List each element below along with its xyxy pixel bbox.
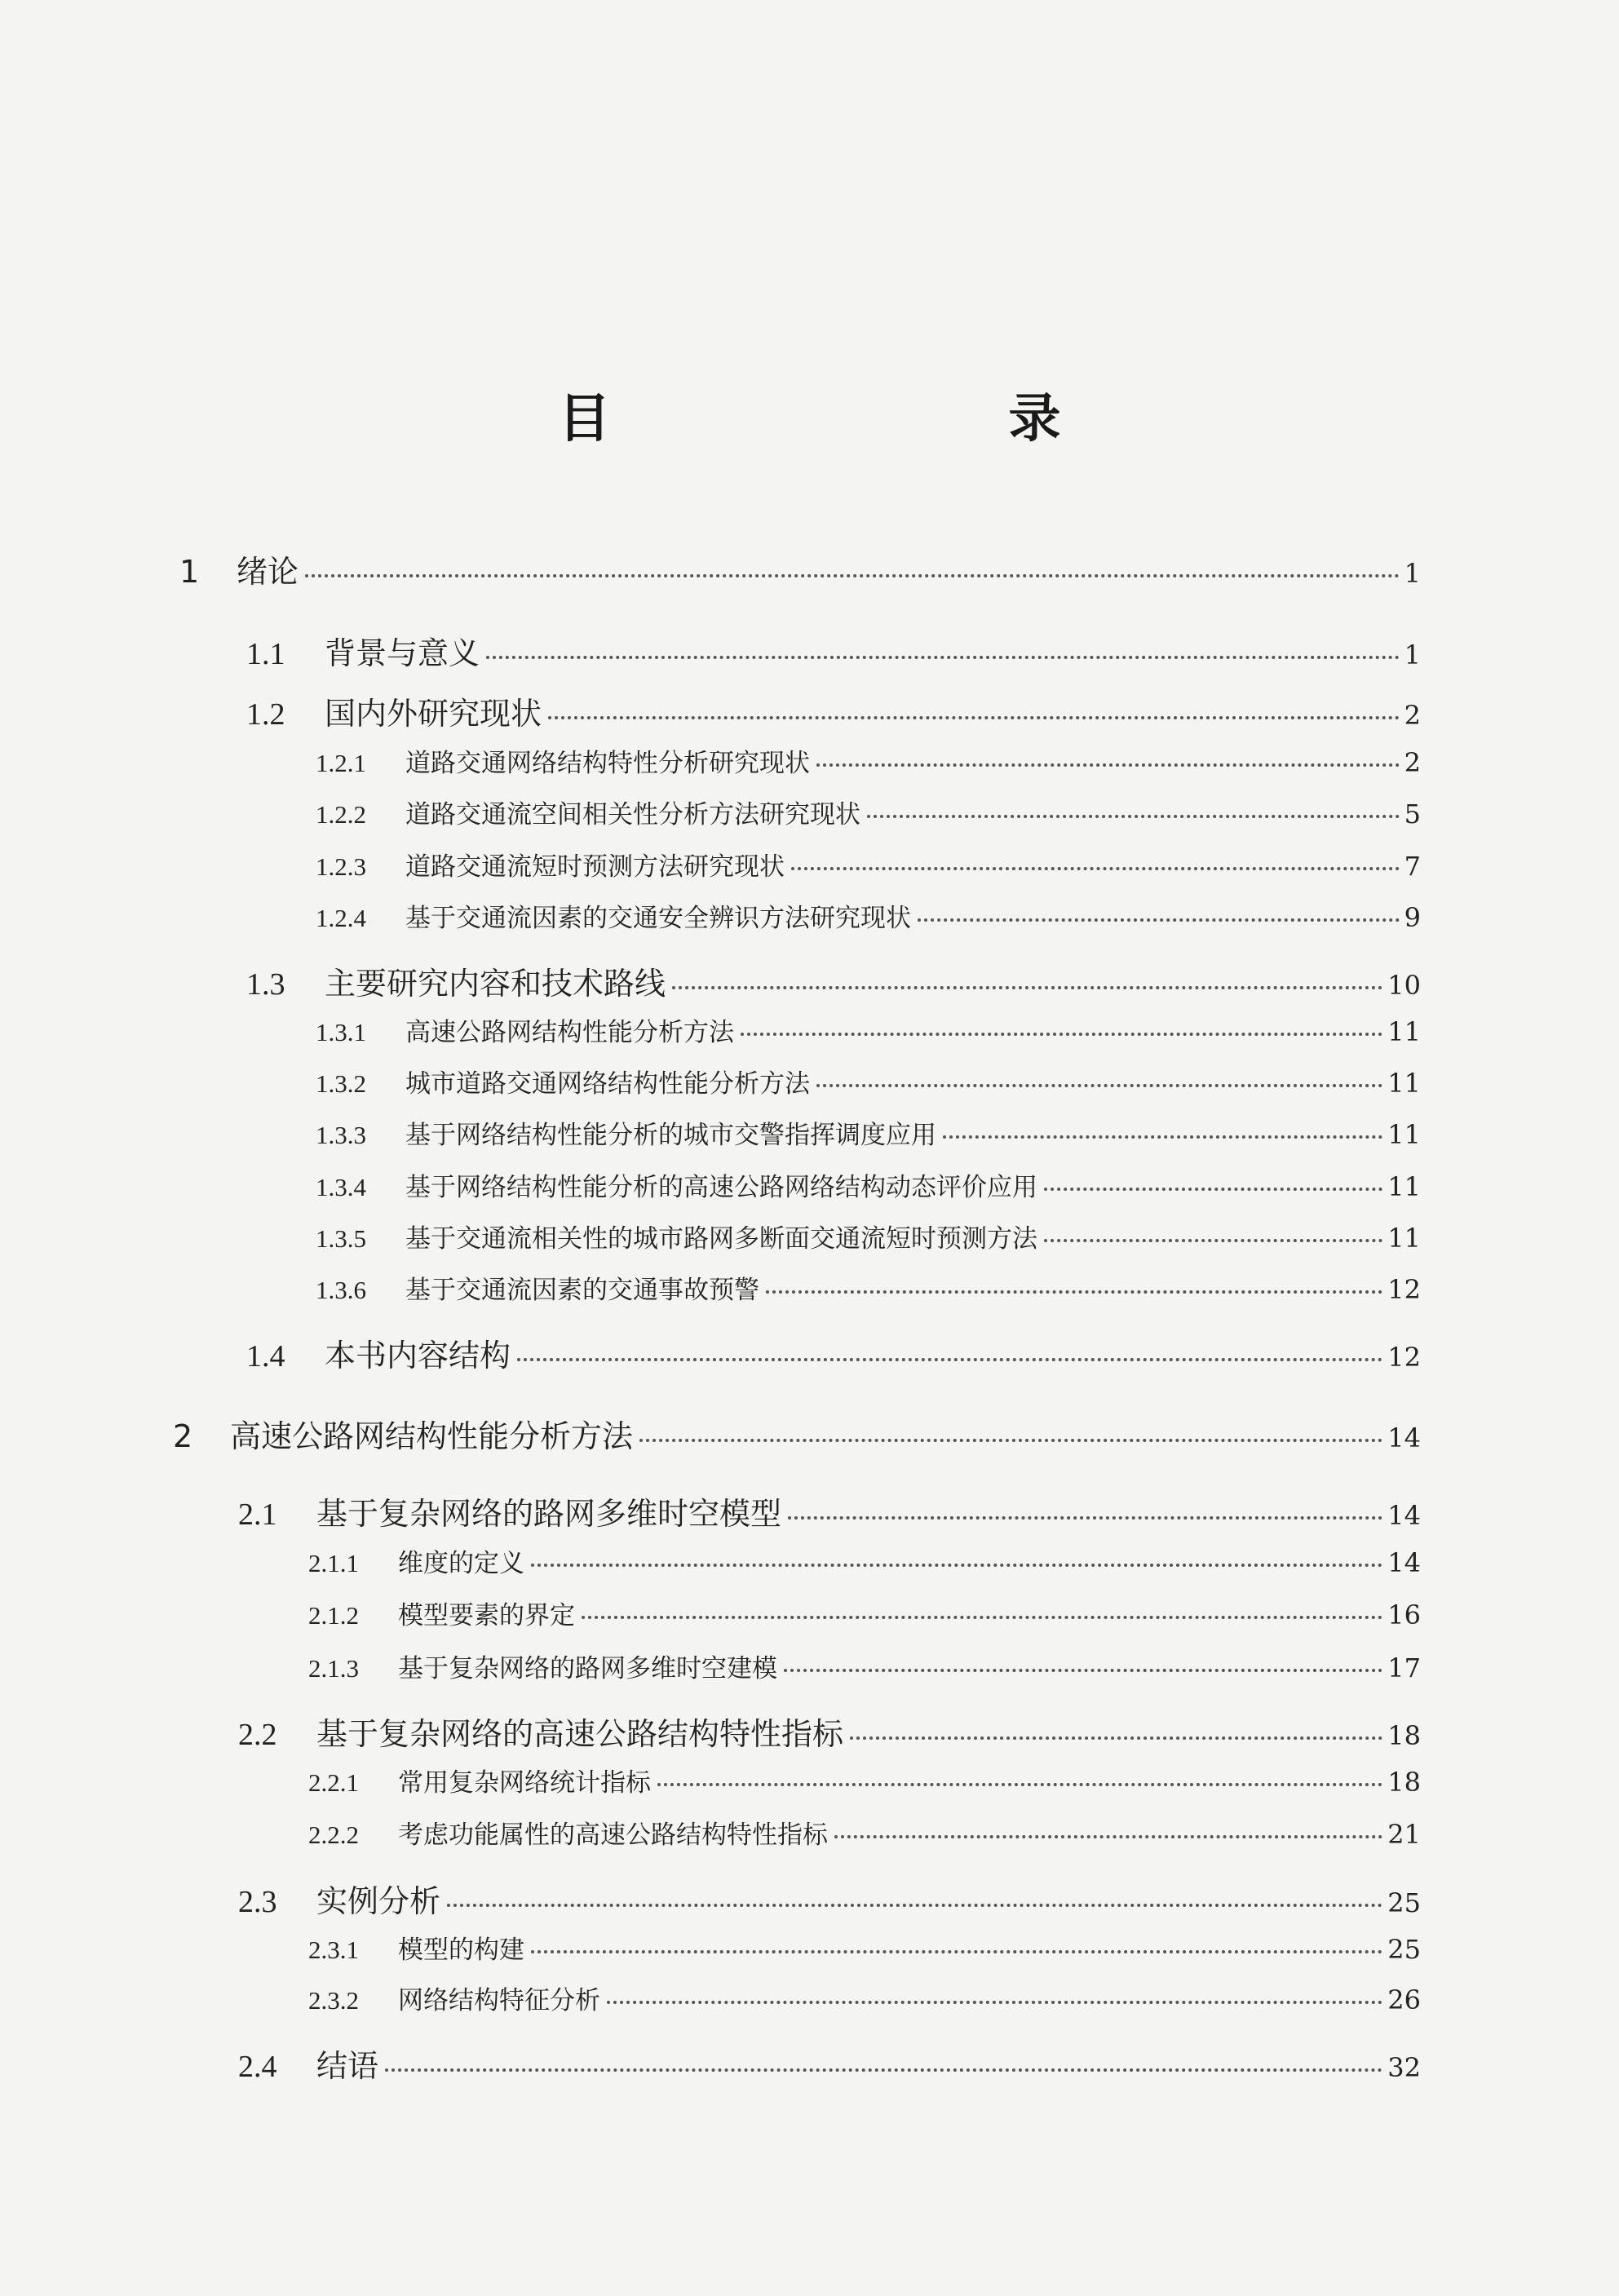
toc-number: 1.4 [246, 1339, 285, 1374]
toc-page-number: 11 [1387, 1171, 1421, 1202]
toc-number: 2 [173, 1418, 193, 1454]
toc-page-number: 2 [1404, 747, 1421, 778]
toc-number: 2.1.2 [308, 1601, 359, 1630]
toc-number: 1.2.3 [316, 852, 366, 881]
toc-subsection [308, 1762, 1421, 1798]
toc-number: 1.3.2 [316, 1069, 366, 1098]
toc-label: 基于交通流因素的交通安全辨识方法研究现状 [405, 904, 911, 933]
toc-page-number: 11 [1387, 1119, 1421, 1150]
toc-section [246, 628, 1421, 673]
toc-subsection [308, 1814, 1421, 1851]
toc-label: 主要研究内容和技术路线 [325, 966, 666, 1002]
toc-subsection [308, 1929, 1421, 1966]
toc-section [238, 1876, 1421, 1921]
toc-page-number: 7 [1404, 851, 1421, 882]
toc-subsection [316, 794, 1421, 830]
toc-page-number: 5 [1404, 799, 1421, 829]
dot-leader [639, 1439, 1382, 1442]
toc-number: 2.3.1 [308, 1935, 359, 1964]
dot-leader [517, 1358, 1382, 1361]
dot-leader [784, 1669, 1382, 1672]
dot-leader [582, 1616, 1382, 1619]
toc-page-number: 2 [1404, 700, 1421, 731]
dot-leader [672, 986, 1382, 989]
toc-chapter [179, 546, 1421, 591]
toc-label: 实例分析 [316, 1883, 441, 1919]
toc-number: 1.3.1 [316, 1018, 366, 1046]
dot-leader [766, 1290, 1382, 1294]
dot-leader [531, 1564, 1382, 1567]
toc-label: 维度的定义 [398, 1549, 524, 1578]
toc-number: 1.3.3 [316, 1121, 366, 1149]
toc-number: 1.3 [246, 967, 285, 1002]
toc-chapter [173, 1411, 1421, 1456]
toc-number: 1.2 [246, 697, 285, 732]
toc-label: 模型的构建 [398, 1935, 524, 1965]
toc-page-number: 25 [1387, 1887, 1421, 1918]
toc-page-number: 12 [1387, 1274, 1421, 1305]
toc-page-number: 14 [1387, 1547, 1421, 1578]
toc-number: 1.3.4 [316, 1173, 366, 1201]
toc-subsection [316, 846, 1421, 883]
dot-leader [788, 1516, 1382, 1520]
toc-label: 考虑功能属性的高速公路结构特性指标 [398, 1820, 828, 1850]
toc-page-number: 11 [1387, 1068, 1421, 1099]
toc-subsection [316, 1114, 1421, 1151]
toc-label: 绪论 [237, 554, 299, 590]
toc-number: 2.1.3 [308, 1654, 359, 1683]
toc-number: 1.3.6 [316, 1276, 366, 1304]
toc-label: 基于复杂网络的高速公路结构特性指标 [316, 1716, 844, 1752]
dot-leader [816, 763, 1400, 767]
toc-label: 道路交通网络结构特性分析研究现状 [405, 749, 810, 778]
toc-page-number: 17 [1387, 1652, 1421, 1683]
toc-page-number: 26 [1387, 1984, 1421, 2015]
toc-label: 道路交通流短时预测方法研究现状 [405, 852, 785, 882]
toc-label: 背景与意义 [325, 635, 480, 671]
toc-page-number: 16 [1387, 1599, 1421, 1630]
toc-number: 2.2 [238, 1718, 277, 1752]
toc-number: 2.1.1 [308, 1549, 359, 1577]
toc-label: 基于网络结构性能分析的城市交警指挥调度应用 [405, 1121, 936, 1150]
toc-label: 基于网络结构性能分析的高速公路网络结构动态评价应用 [405, 1173, 1037, 1202]
toc-section [246, 688, 1421, 733]
toc-page-number: 1 [1404, 558, 1421, 589]
toc-page-number: 18 [1387, 1720, 1421, 1751]
toc-section [238, 1709, 1421, 1754]
dot-leader [943, 1135, 1382, 1139]
toc-subsection [308, 1980, 1421, 2016]
dot-leader [531, 1950, 1382, 1953]
toc-subsection [316, 1166, 1421, 1203]
toc-number: 1.2.4 [316, 904, 366, 932]
dot-leader [850, 1736, 1382, 1740]
toc-label: 基于交通流相关性的城市路网多断面交通流短时预测方法 [405, 1224, 1037, 1254]
toc-number: 2.2.2 [308, 1820, 359, 1849]
toc-number: 1.2.1 [316, 749, 366, 777]
toc-label: 基于交通流因素的交通事故预警 [405, 1276, 759, 1305]
toc-section [238, 2041, 1421, 2086]
page-title: 目 录 [558, 389, 1159, 449]
toc-number: 1 [179, 554, 200, 590]
dot-leader [657, 1783, 1382, 1786]
toc-subsection [308, 1542, 1421, 1579]
toc-number: 2.3 [238, 1885, 277, 1919]
dot-leader [1044, 1239, 1382, 1242]
toc-page-number: 10 [1387, 970, 1421, 1001]
toc-subsection [316, 1063, 1421, 1099]
dot-leader [741, 1033, 1382, 1036]
toc-subsection [316, 1269, 1421, 1306]
dot-leader [816, 1084, 1382, 1087]
dot-leader [791, 867, 1400, 870]
toc-label: 道路交通流空间相关性分析方法研究现状 [405, 800, 860, 829]
toc-label: 基于复杂网络的路网多维时空建模 [398, 1654, 777, 1683]
dot-leader [385, 2068, 1382, 2072]
toc-page-number: 12 [1387, 1342, 1421, 1373]
toc-subsection [308, 1595, 1421, 1631]
toc-number: 1.1 [246, 637, 285, 671]
toc-page-number: 32 [1387, 2052, 1421, 2083]
toc-section [246, 958, 1421, 1003]
toc-label: 模型要素的界定 [398, 1601, 575, 1630]
dot-leader [607, 2001, 1382, 2004]
toc-subsection [316, 1011, 1421, 1048]
toc-number: 2.4 [238, 2050, 277, 2084]
toc-page-number: 9 [1404, 902, 1421, 933]
dot-leader [305, 574, 1400, 577]
toc-subsection [316, 1218, 1421, 1254]
toc-page-number: 11 [1387, 1223, 1421, 1254]
toc-subsection [316, 897, 1421, 934]
dot-leader [548, 716, 1400, 719]
toc-label: 城市道路交通网络结构性能分析方法 [405, 1069, 810, 1099]
toc-section [238, 1489, 1421, 1533]
toc-page-number: 14 [1387, 1500, 1421, 1531]
toc-label: 常用复杂网络统计指标 [398, 1768, 651, 1798]
toc-number: 1.3.5 [316, 1224, 366, 1253]
toc-page-number: 1 [1404, 639, 1421, 670]
dot-leader [867, 815, 1400, 818]
toc-label: 本书内容结构 [325, 1338, 511, 1374]
toc-label: 高速公路网结构性能分析方法 [230, 1418, 634, 1454]
dot-leader [447, 1904, 1382, 1907]
toc-section [246, 1330, 1421, 1375]
toc-label: 国内外研究现状 [325, 696, 542, 732]
dot-leader [834, 1835, 1382, 1838]
toc-number: 2.3.2 [308, 1986, 359, 2015]
toc-page-number: 25 [1387, 1934, 1421, 1965]
toc-page-number: 21 [1387, 1819, 1421, 1850]
toc-label: 高速公路网结构性能分析方法 [405, 1018, 734, 1047]
dot-leader [486, 656, 1400, 659]
toc-subsection [308, 1648, 1421, 1684]
dot-leader [1044, 1188, 1382, 1191]
toc-number: 1.2.2 [316, 800, 366, 829]
toc-label: 结语 [316, 2048, 379, 2084]
toc-number: 2.2.1 [308, 1768, 359, 1797]
toc-page-number: 18 [1387, 1767, 1421, 1798]
toc-number: 2.1 [238, 1497, 277, 1532]
toc-label: 网络结构特征分析 [398, 1986, 600, 2015]
toc-page-number: 14 [1387, 1422, 1421, 1453]
toc-label: 基于复杂网络的路网多维时空模型 [316, 1496, 782, 1532]
toc-subsection [316, 742, 1421, 779]
dot-leader [918, 918, 1400, 922]
toc-page-number: 11 [1387, 1016, 1421, 1047]
